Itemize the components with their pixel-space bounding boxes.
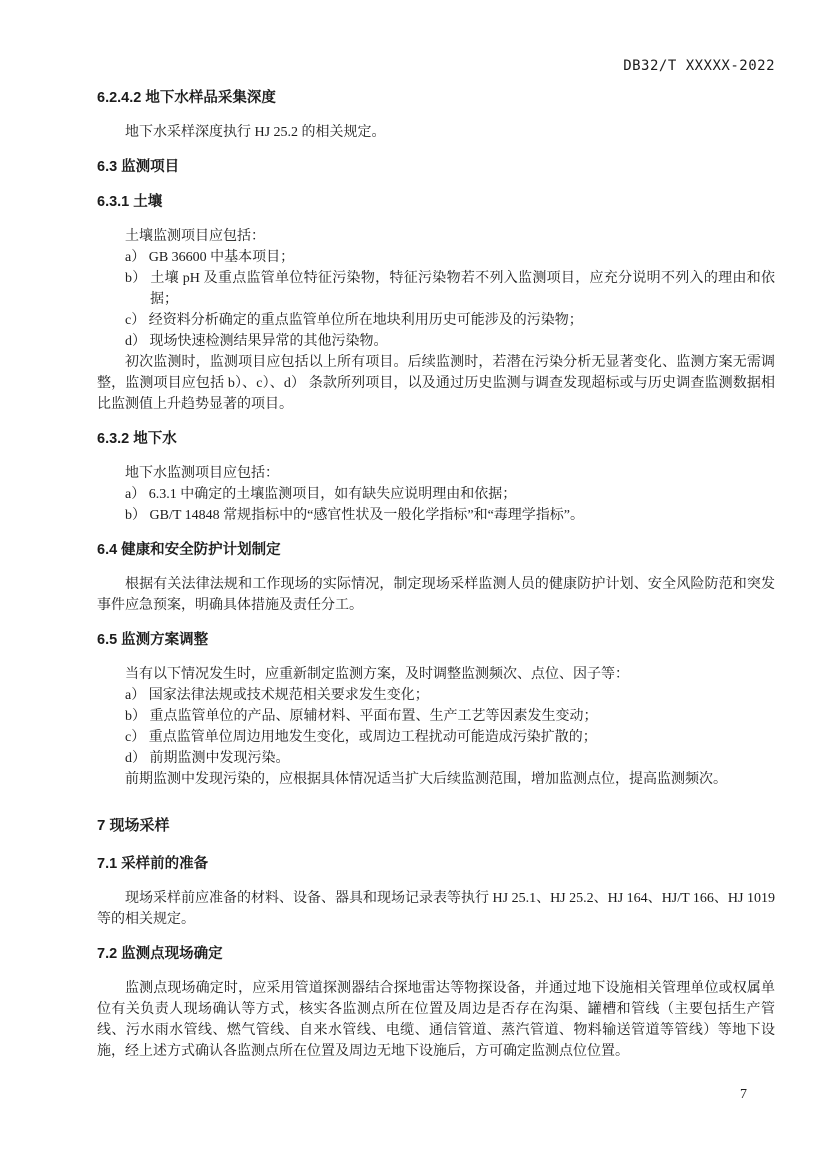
section-heading-6-3-1: 6.3.1 土壤 — [97, 194, 163, 210]
list-item: a） 6.3.1 中确定的土壤监测项目，如有缺失应说明理由和依据； — [125, 487, 517, 502]
paragraph: 现场采样前应准备的材料、设备、器具和现场记录表等执行 HJ 25.1、HJ 25.2、HJ 164、HJ/T 166、HJ 1019 等的相关规定。 — [97, 891, 775, 927]
list-item: b） 土壤 pH 及重点监管单位特征污染物，特征污染物若不列入监测项目，应充分说明不列入的理由和依据； — [125, 271, 775, 307]
paragraph: 前期监测中发现污染的，应根据具体情况适当扩大后续监测范围，增加监测点位，提高监测频次。 — [125, 772, 727, 787]
page-number: 7 — [740, 1087, 747, 1102]
list-item: b） GB/T 14848 常规指标中的“感官性状及一般化学指标”和“毒理学指标”。 — [125, 508, 584, 523]
paragraph: 监测点现场确定时，应采用管道探测器结合探地雷达等物探设备，并通过地下设施相关管理单位或权属单位有关负责人现场确认等方式，核实各监测点所在位置及周边是否存在沟渠、罐槽和管线（主要包括生产管线、污水雨水管线、燃气管线、自来水管线、电缆、通信管道、蒸汽管道、物料输送管道等管线）等地下设施，经上述方式确认各监测点所在位置及周边无地下设施后，方可确定监测点位位置。 — [97, 981, 775, 1059]
section-heading-6-2-4-2: 6.2.4.2 地下水样品采集深度 — [97, 90, 276, 106]
paragraph: 当有以下情况发生时，应重新制定监测方案，及时调整监测频次、点位、因子等： — [125, 667, 629, 682]
section-heading-6-3-2: 6.3.2 地下水 — [97, 431, 177, 447]
section-heading-7-1: 7.1 采样前的准备 — [97, 856, 209, 872]
chapter-heading-7: 7 现场采样 — [97, 817, 170, 834]
list-item: a） GB 36600 中基本项目； — [125, 250, 295, 265]
paragraph: 初次监测时，监测项目应包括以上所有项目。后续监测时，若潜在污染分析无显著变化、监测方案无需调整，监测项目应包括 b）、c）、d） 条款所列项目，以及通过历史监测与调查发现超标或与历史调查监测数据相比监测值上升趋势显著的项目。 — [97, 355, 775, 412]
standard-code-header: DB32/T XXXXX-2022 — [623, 58, 775, 74]
paragraph: 土壤监测项目应包括： — [125, 229, 265, 244]
paragraph: 地下水采样深度执行 HJ 25.2 的相关规定。 — [125, 125, 386, 140]
section-heading-6-5: 6.5 监测方案调整 — [97, 632, 209, 648]
list-item: a） 国家法律法规或技术规范相关要求发生变化； — [125, 688, 429, 703]
section-heading-6-3: 6.3 监测项目 — [97, 159, 180, 175]
list-item: d） 现场快速检测结果异常的其他污染物。 — [125, 334, 388, 349]
list-item: c） 重点监管单位周边用地发生变化，或周边工程扰动可能造成污染扩散的； — [125, 730, 597, 745]
section-heading-6-4: 6.4 健康和安全防护计划制定 — [97, 542, 281, 558]
section-heading-7-2: 7.2 监测点现场确定 — [97, 946, 223, 962]
list-item: d） 前期监测中发现污染。 — [125, 751, 290, 766]
paragraph: 根据有关法律法规和工作现场的实际情况，制定现场采样监测人员的健康防护计划、安全风险防范和突发事件应急预案，明确具体措施及责任分工。 — [97, 577, 775, 613]
list-item: c） 经资料分析确定的重点监管单位所在地块利用历史可能涉及的污染物； — [125, 313, 583, 328]
document-body — [97, 88, 775, 1062]
list-item: b） 重点监管单位的产品、原辅材料、平面布置、生产工艺等因素发生变动； — [125, 709, 598, 724]
paragraph: 地下水监测项目应包括： — [125, 466, 279, 481]
